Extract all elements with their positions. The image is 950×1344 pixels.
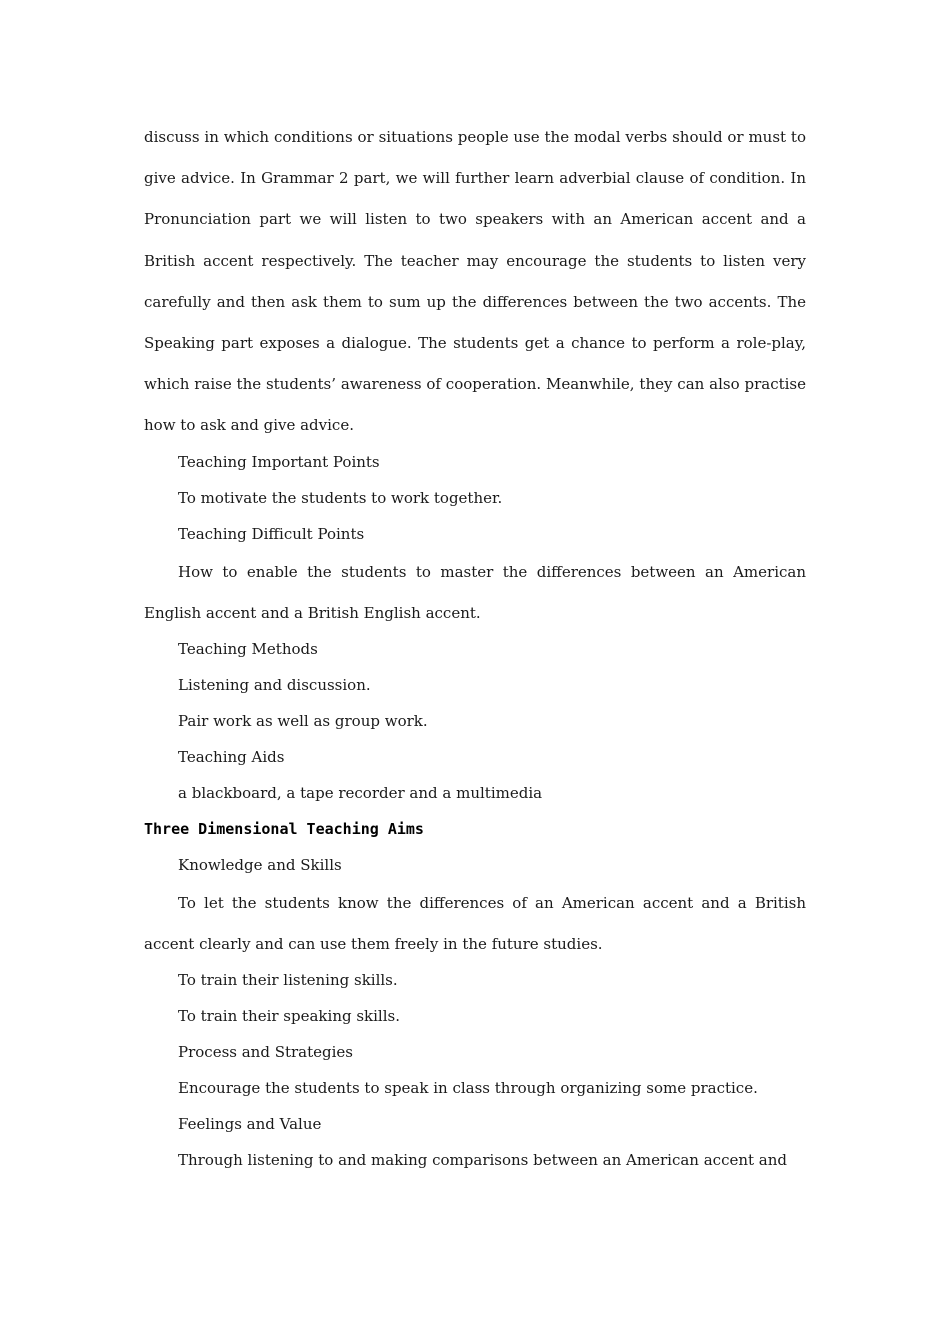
knowledge-label: Knowledge and Skills (178, 855, 342, 874)
feelings-text: Through listening to and making comparisons between an American accent and (178, 1150, 788, 1169)
aids-label: Teaching Aids (178, 747, 285, 766)
feelings-label: Feelings and Value (178, 1114, 322, 1133)
aids-text: a blackboard, a tape recorder and a multimedia (178, 783, 543, 802)
important-points-label: Teaching Important Points (178, 452, 380, 471)
process-text: Encourage the students to speak in class through organizing some practice. (178, 1078, 758, 1097)
knowledge-text: To let the students know the differences of an American accent and a British accent clearly and can use them freely in the future studies. (144, 893, 806, 953)
difficult-points-text: How to enable the students to master the differences between an American English accent and a British English accent. (144, 562, 806, 622)
document-page (144, 117, 806, 1178)
knowledge-item-2: To train their listening skills. (178, 970, 398, 989)
intro-paragraph: discuss in which conditions or situations people use the modal verbs should or must to give advice. In Grammar 2 part, we will further learn adverbial clause of condition. In Pronunciation part we will listen to two speakers with an American accent and a British accent respectively. The teacher may encourage the students to listen very carefully and then ask them to sum up the differences between the two accents. The Speaking part exposes a dialogue. The students get a chance to perform a role-play, which raise the students’ awareness of cooperation. Meanwhile, they can also practise how to ask and give advice. (144, 128, 806, 435)
process-label: Process and Strategies (178, 1042, 354, 1061)
methods-item-2: Pair work as well as group work. (178, 711, 428, 730)
difficult-points-label: Teaching Difficult Points (178, 524, 365, 543)
important-points-text: To motivate the students to work together. (178, 488, 503, 507)
methods-label: Teaching Methods (178, 639, 318, 658)
methods-item-1: Listening and discussion. (178, 675, 371, 694)
knowledge-item-3: To train their speaking skills. (178, 1006, 400, 1025)
aims-heading: Three Dimensional Teaching Aims (144, 819, 424, 838)
